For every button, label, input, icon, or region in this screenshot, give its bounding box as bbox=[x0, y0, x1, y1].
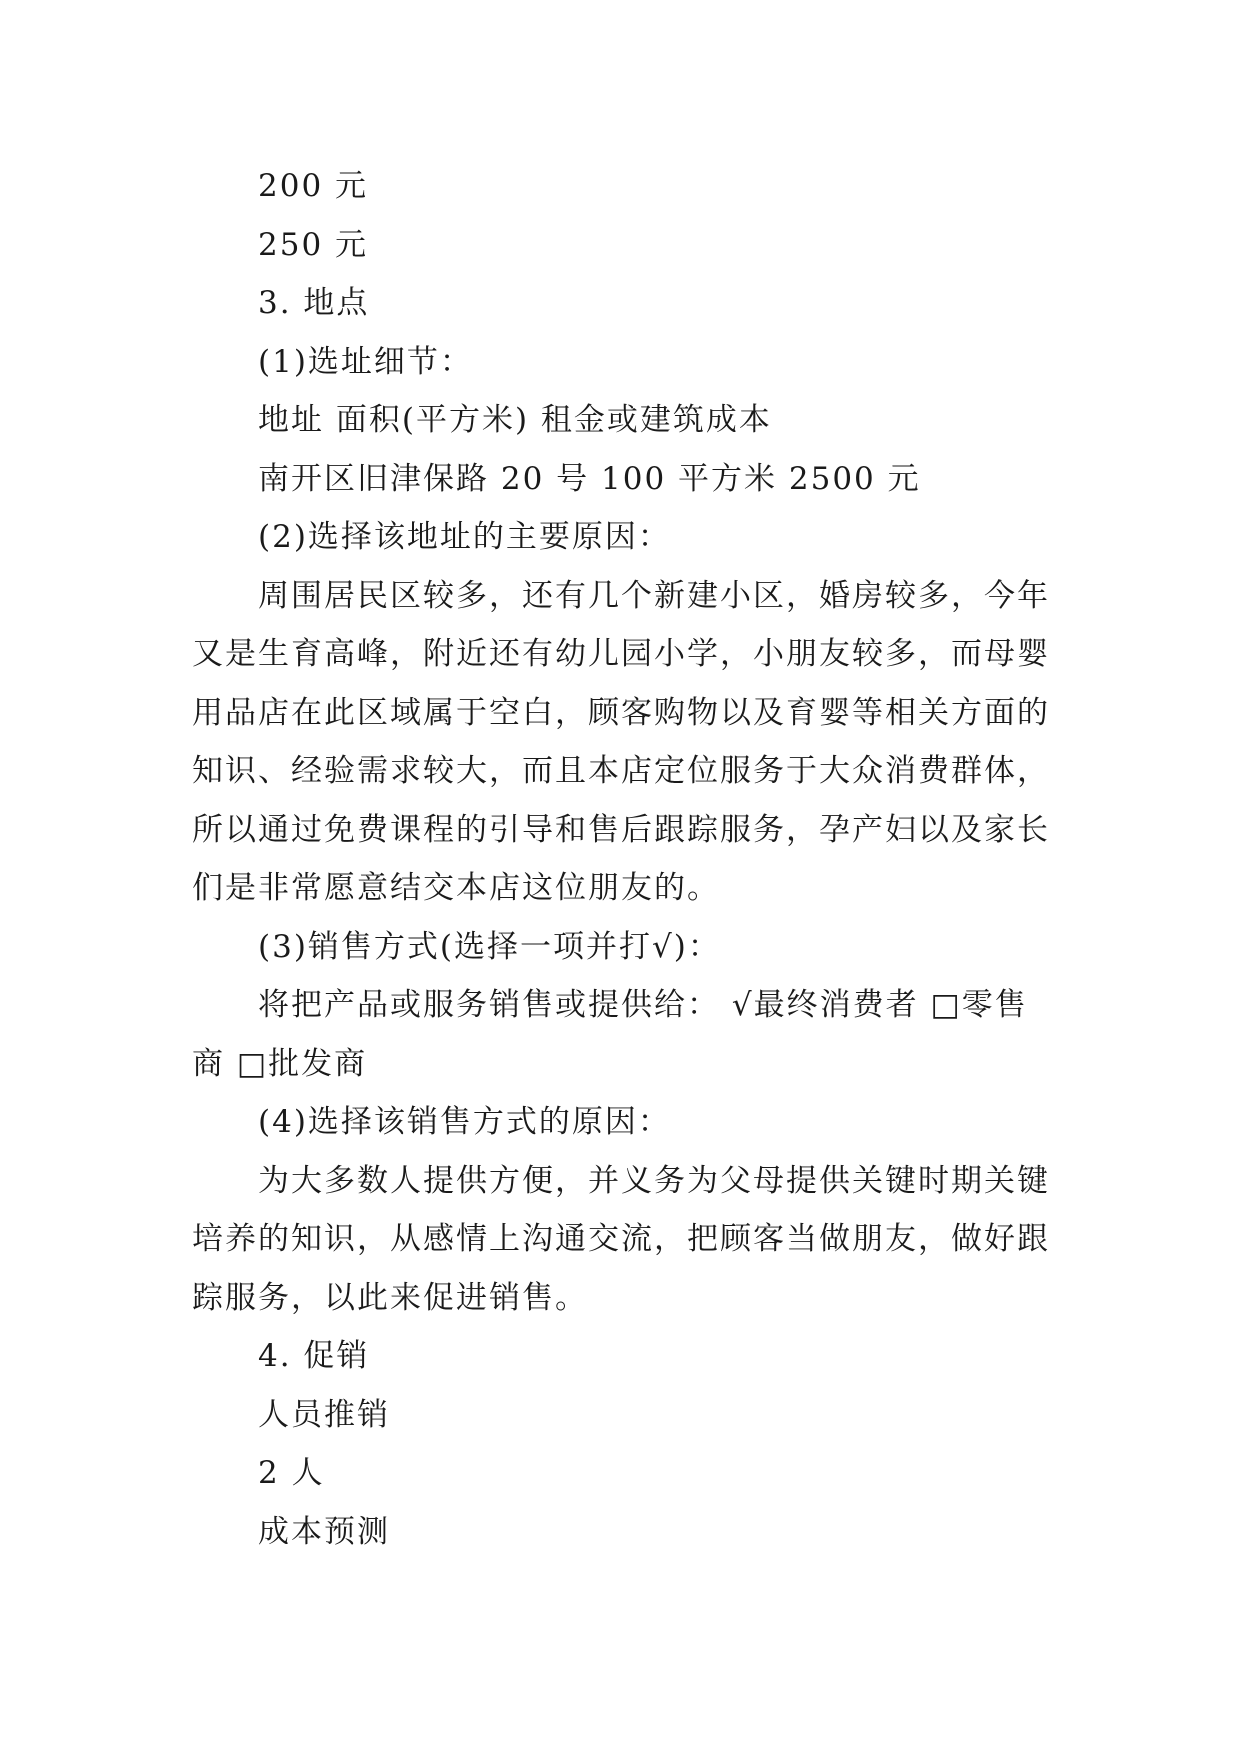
price-200-line: 200 元 bbox=[258, 168, 369, 204]
paragraph-line: 又是生育高峰，附近还有幼儿园小学，小朋友较多，而母婴 bbox=[192, 636, 1050, 672]
paragraph-line: 培养的知识，从感情上沟通交流，把顾客当做朋友，做好跟 bbox=[192, 1221, 1050, 1257]
price-250-line: 250 元 bbox=[258, 226, 369, 263]
sales-method-options: 将把产品或服务销售或提供给： √最终消费者 □零售 bbox=[258, 987, 1028, 1023]
site-table-header: 地址 面积(平方米) 租金或建筑成本 bbox=[258, 402, 772, 438]
section-heading-promotion: 4. 促销 bbox=[258, 1338, 370, 1374]
sales-method-options-cont: 商 □批发商 bbox=[192, 1045, 368, 1082]
section-heading-location: 3. 地点 bbox=[258, 285, 370, 321]
promotion-staff-count: 2 人 bbox=[258, 1455, 325, 1491]
paragraph-line: 周围居民区较多，还有几个新建小区，婚房较多，今年 bbox=[258, 577, 1050, 614]
promotion-item: 人员推销 bbox=[258, 1396, 390, 1433]
subheading-site-reason: (2)选择该地址的主要原因： bbox=[258, 519, 671, 555]
paragraph-line: 们是非常愿意结交本店这位朋友的。 bbox=[192, 870, 720, 906]
document-body bbox=[192, 157, 1052, 1561]
site-table-row: 南开区旧津保路 20 号 100 平方米 2500 元 bbox=[258, 460, 921, 497]
paragraph-line: 所以通过免费课程的引导和售后跟踪服务，孕产妇以及家长 bbox=[192, 811, 1050, 848]
cost-forecast-label: 成本预测 bbox=[258, 1513, 390, 1550]
paragraph-line: 用品店在此区域属于空白，顾客购物以及育婴等相关方面的 bbox=[192, 694, 1050, 731]
paragraph-line: 为大多数人提供方便，并义务为父母提供关键时期关键 bbox=[258, 1162, 1050, 1199]
subheading-sales-reason: (4)选择该销售方式的原因： bbox=[258, 1104, 671, 1140]
paragraph-line: 踪服务，以此来促进销售。 bbox=[192, 1279, 588, 1316]
subheading-site-details: (1)选址细节： bbox=[258, 343, 473, 380]
paragraph-line: 知识、经验需求较大，而且本店定位服务于大众消费群体， bbox=[192, 753, 1050, 789]
subheading-sales-method: (3)销售方式(选择一项并打√)： bbox=[258, 928, 721, 965]
